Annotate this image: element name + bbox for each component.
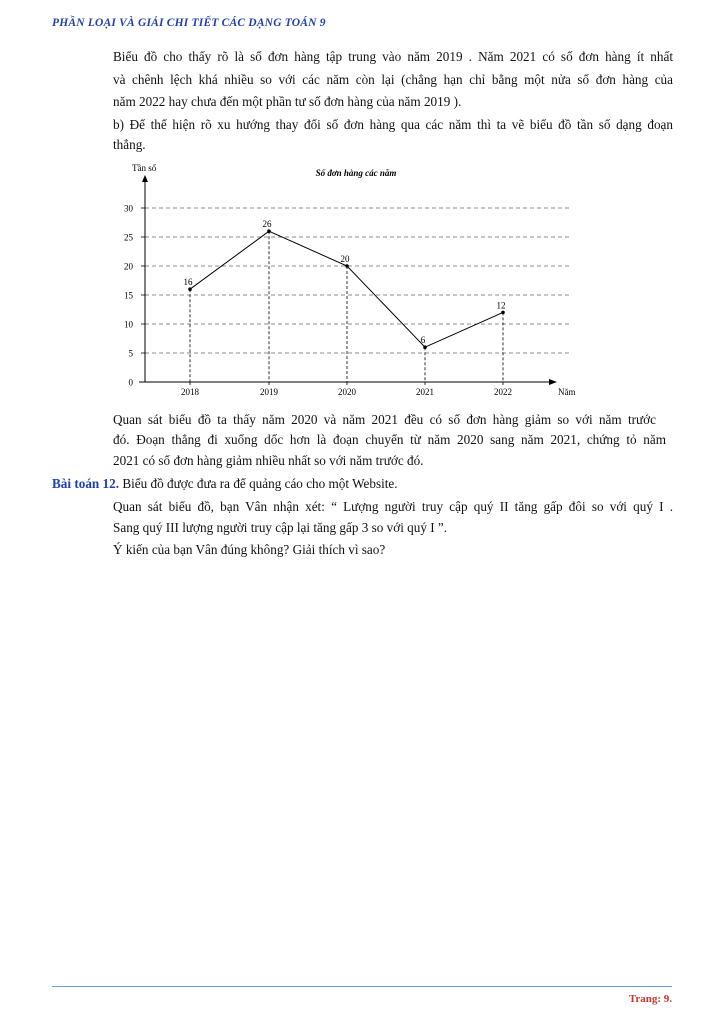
para3-line1: Quan sát biểu đồ ta thấy năm 2020 và năm 2021 đều có số đơn hàng giảm so với năm trước: [113, 412, 656, 427]
para3-line2: đó. Đoạn thẳng đi xuống dốc hơn là đoạn chuyển từ năm 2020 sang năm 2021, chứng tỏ năm: [113, 432, 666, 447]
chart-data-label: 26: [262, 219, 272, 230]
chart-y-tick-label: 0: [128, 377, 133, 388]
chart-data-point: [188, 287, 192, 291]
chart-y-axis-arrow: [142, 175, 148, 182]
chart-data-point: [501, 311, 505, 315]
para1-line1: Biểu đồ cho thấy rõ là số đơn hàng tập trung vào năm 2019 . Năm 2021 có số đơn hàng ít nhất: [113, 49, 673, 64]
chart-x-tick-label: 2018: [181, 387, 199, 397]
chart-x-tick-label: 2020: [338, 387, 356, 397]
page-header: PHẦN LOẠI VÀ GIẢI CHI TIẾT CÁC DẠNG TOÁN 9: [52, 17, 326, 29]
chart-series-line: [190, 231, 503, 347]
chart-data-label: 20: [340, 254, 350, 264]
para3-line3: 2021 có số đơn hàng giảm nhiều nhất so với năm trước đó.: [113, 453, 424, 468]
chart-y-tick-label: 30: [124, 203, 133, 214]
chart-data-point: [345, 264, 349, 268]
page-number: Trang: 9.: [628, 993, 672, 1005]
chart-y-tick-label: 10: [124, 319, 133, 330]
chart-data-label: 6: [420, 335, 426, 346]
chart-data-point: [423, 345, 427, 349]
chart-x-tick-label: 2019: [260, 387, 278, 397]
chart-x-tick-label: 2021: [416, 387, 434, 397]
chart-y-tick-label: 25: [124, 232, 133, 243]
chart-title: Số đơn hàng các năm: [315, 168, 397, 178]
problem12-line2: Sang quý III lượng người truy cập lại tăng gấp 3 so với quý I ”.: [113, 520, 448, 535]
para2-line1: b) Để thể hiện rõ xu hướng thay đổi số đơn hàng qua các năm thì ta vẽ biểu đồ tần số dạng đoạn: [113, 117, 673, 132]
para1-line3: năm 2022 hay chưa đến một phần tư số đơn hàng của năm 2019 ).: [113, 94, 462, 109]
chart-data-point: [267, 229, 271, 233]
problem12-line3: Ý kiến của bạn Vân đúng không? Giải thích vì sao?: [113, 542, 386, 557]
problem12-line1: Quan sát biểu đồ, bạn Vân nhận xét: “ Lượng người truy cập quý II tăng gấp đôi so với quý I .: [113, 499, 673, 514]
chart-x-axis-arrow: [549, 379, 557, 385]
chart-y-label: Tần số: [132, 163, 157, 173]
problem-12-text: Biểu đồ được đưa ra để quảng cáo cho một Website.: [122, 476, 398, 491]
para1-line2: và chênh lệch khá nhiều so với các năm còn lại (chẳng hạn chỉ bằng một nửa số đơn hàng của: [113, 72, 673, 87]
chart-data-label: 12: [496, 300, 506, 311]
problem-12-label: Bài toán 12.: [52, 476, 120, 491]
chart-x-tick-label: 2022: [494, 387, 512, 397]
chart-x-label: Năm: [558, 387, 576, 397]
problem-12-heading: [52, 474, 398, 494]
chart-y-tick-label: 20: [124, 261, 133, 272]
chart-y-tick-label: 15: [124, 290, 133, 301]
order-frequency-chart: [110, 158, 590, 403]
footer-divider: [52, 986, 672, 987]
chart-data-label: 16: [183, 277, 193, 288]
para2-line2: thẳng.: [113, 137, 146, 152]
chart-y-tick-label: 5: [128, 348, 133, 359]
